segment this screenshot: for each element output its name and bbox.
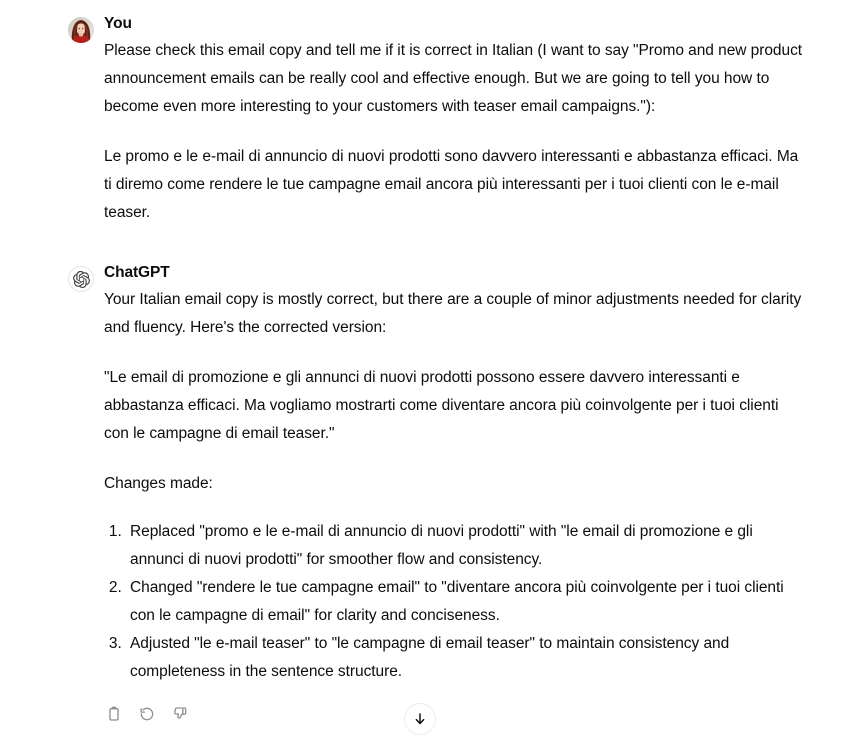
avatar-slot-user bbox=[68, 17, 94, 43]
thumbs-down-icon bbox=[172, 706, 188, 722]
message-assistant bbox=[0, 263, 863, 728]
message-paragraph: Your Italian email copy is mostly correct, but there are a couple of minor adjustments needed for clarity and fluency. Here's the corrected version: bbox=[104, 291, 802, 336]
avatar-slot-assistant bbox=[68, 266, 94, 292]
list-item: 2. Changed "rendere le tue campagne email" to "diventare ancora più coinvolgente per i tuoi clienti con le campagne di email" for clarity and conciseness. bbox=[126, 574, 804, 630]
openai-logo-icon bbox=[68, 266, 94, 292]
avatar bbox=[68, 17, 94, 43]
message-body-assistant bbox=[104, 263, 804, 728]
message-body-user bbox=[104, 14, 804, 227]
changes-list bbox=[104, 518, 804, 686]
dislike-button[interactable] bbox=[166, 700, 194, 728]
message-author-name: You bbox=[104, 15, 132, 32]
regenerate-button[interactable] bbox=[133, 700, 161, 728]
copy-button[interactable] bbox=[100, 700, 128, 728]
message-paragraph-changes-heading: Changes made: bbox=[104, 475, 213, 492]
message-actions-toolbar bbox=[100, 700, 804, 728]
message-paragraph: Please check this email copy and tell me if it is correct in Italian (I want to say "Promo and new product announcement emails can be really cool and effective enough. But we are going to tell you how to become even more interesting to your customers with teaser email campaigns."): bbox=[104, 42, 803, 115]
copy-icon bbox=[106, 706, 122, 722]
arrow-down-icon bbox=[412, 711, 428, 727]
message-paragraph: Le promo e le e-mail di annuncio di nuovi prodotti sono davvero interessanti e abbastanza efficaci. Ma ti diremo come rendere le tue campagne email ancora più interessanti per i tuoi clienti con le e-mail teaser. bbox=[104, 148, 799, 221]
scroll-to-bottom-button[interactable] bbox=[404, 703, 436, 735]
message-author-name: ChatGPT bbox=[104, 264, 170, 281]
message-paragraph-corrected: "Le email di promozione e gli annunci di nuovi prodotti possono essere davvero interessanti e abbastanza efficaci. Ma vogliamo mostrarti come diventare ancora più coinvolgente per i tuoi clienti con le campagne di email teaser." bbox=[104, 369, 779, 442]
regenerate-icon bbox=[139, 706, 155, 722]
list-item: 1. Replaced "promo e le e-mail di annuncio di nuovi prodotti" with "le email di promozione e gli annunci di nuovi prodotti" for smoother flow and consistency. bbox=[126, 518, 804, 574]
list-item: 3. Adjusted "le e-mail teaser" to "le campagne di email teaser" to maintain consistency and completeness in the sentence structure. bbox=[126, 630, 804, 686]
message-user bbox=[0, 14, 863, 227]
